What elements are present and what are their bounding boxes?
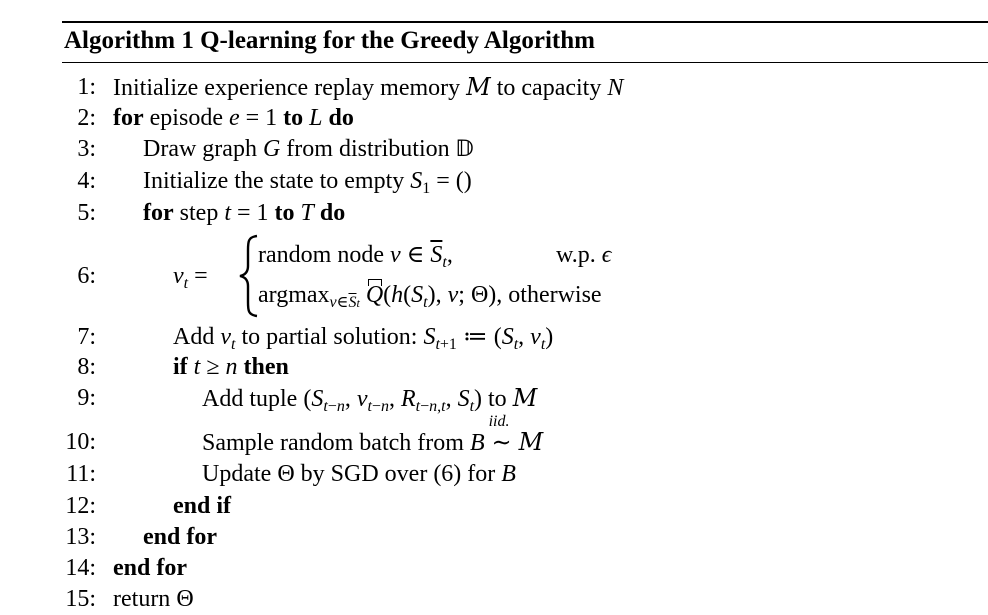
line-number: 5: xyxy=(77,200,96,226)
line-number: 15: xyxy=(65,586,96,612)
algorithm-line-5 xyxy=(0,198,988,229)
line-body: end for xyxy=(113,555,187,581)
line-body: end for xyxy=(143,524,217,550)
algorithm-line-10 xyxy=(0,413,988,458)
line-number: 11: xyxy=(66,461,96,487)
line-number: 14: xyxy=(65,555,96,581)
line-number: 6: xyxy=(77,263,96,289)
algorithm-line-2 xyxy=(0,103,988,134)
case-lhs: $v_t$ = xyxy=(173,263,208,292)
algorithm-line-7 xyxy=(0,322,988,353)
algorithm-line-4 xyxy=(0,166,988,197)
line-body: Sample random batch from B iid. ∼ M xyxy=(202,413,544,456)
line-number: 4: xyxy=(77,168,96,194)
line-body: Initialize the state to empty $S_1$ = () xyxy=(143,168,472,197)
case-row-1-condition: w.p. ϵ xyxy=(556,242,612,268)
algorithm-line-3 xyxy=(0,134,988,165)
line-number: 10: xyxy=(65,429,96,455)
algorithm-line-9 xyxy=(0,383,988,414)
line-number: 3: xyxy=(77,136,96,162)
line-number: 12: xyxy=(65,493,96,519)
line-number: 7: xyxy=(77,324,96,350)
line-body: Initialize experience replay memory M to capacity N xyxy=(113,73,624,101)
line-body: Draw graph G from distribution 𝔻 xyxy=(143,136,474,162)
line-body: Add $v_t$ to partial solution: $S_{t+1}$ ≔ ($S_t$, $v_t$) xyxy=(173,324,554,353)
left-brace xyxy=(238,234,260,318)
algorithm-line-11 xyxy=(0,459,988,490)
line-body: Update Θ by SGD over (6) for B xyxy=(202,461,516,487)
line-number: 13: xyxy=(65,524,96,550)
algorithm-line-14 xyxy=(0,553,988,584)
line-body: for episode e = 1 to L do xyxy=(113,105,354,131)
algorithm-line-12 xyxy=(0,491,988,522)
case-row-1: random node v ∈ $\overline{S}_t$, xyxy=(258,242,453,271)
line-body: end if xyxy=(173,493,232,519)
case-row-2: argmax$_{v\in\overline{S}t}$ $Q(h(S_t)$, v; Θ), otherwise xyxy=(258,282,602,311)
line-number: 1: xyxy=(77,74,96,100)
algorithm-line-8 xyxy=(0,352,988,383)
title-rule xyxy=(62,62,988,63)
algorithm-line-6 xyxy=(0,261,110,292)
algorithm-line-1 xyxy=(0,72,988,103)
algorithm-line-13 xyxy=(0,522,988,553)
line-number: 9: xyxy=(77,385,96,411)
line-number: 2: xyxy=(77,105,96,131)
line-body: if t ≥ n then xyxy=(173,354,289,380)
algorithm-line-15 xyxy=(0,584,988,615)
top-rule xyxy=(62,21,988,23)
line-body: Add tuple ($S_{t-n}$, $v_{t-n}$, $R_{t-n,t}$, $S_t$) to M xyxy=(202,384,538,415)
line-body: return Θ xyxy=(113,586,194,612)
algorithm-title: Algorithm 1 Q-learning for the Greedy Algorithm xyxy=(64,27,595,54)
line-body: for step t = 1 to T do xyxy=(143,200,346,226)
line-number: 8: xyxy=(77,354,96,380)
